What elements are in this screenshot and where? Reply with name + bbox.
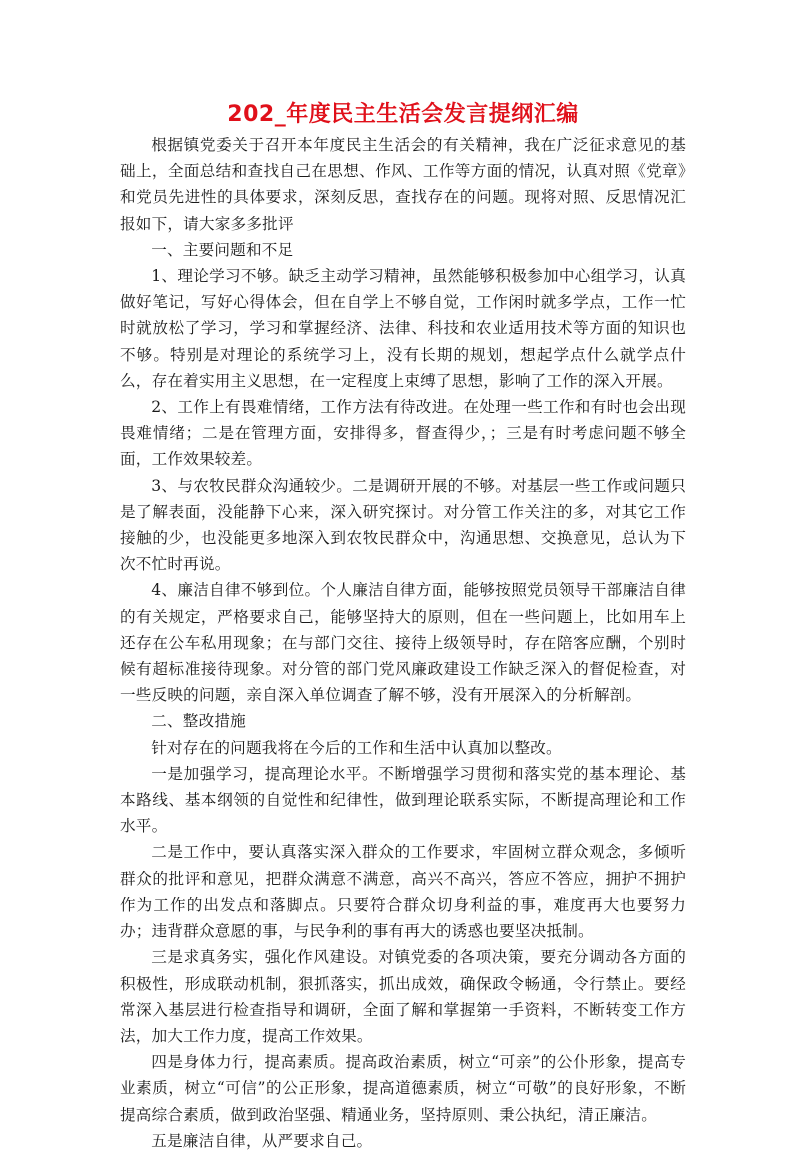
document-title: 202_年度民主生活会发言提纲汇编 bbox=[227, 102, 579, 127]
measure-5-paragraph: 五是廉洁自律，从严要求自己。 bbox=[151, 1131, 373, 1150]
problem-4-paragraph: 4、廉洁自律不够到位。个人廉洁自律方面，能够按照党员领导干部廉洁自律的有关规定，严格要求自己，能够坚持大的原则，但在一些问题上，比如用车上还存在公车私用现象；在与部门交往、接待上级领导时，存在陪客应酬，个别时候有超标准接待现象。对分管的部门党风廉政建设工作缺乏深入的督促检查，对一些反映的问题，亲自深入单位调查了解不够，没有开展深入的分析解剖。 bbox=[120, 581, 686, 705]
measures-intro-paragraph: 针对存在的问题我将在今后的工作和生活中认真加以整改。 bbox=[151, 738, 562, 757]
measure-3-paragraph: 三是求真务实，强化作风建设。对镇党委的各项决策，要充分调动各方面的积极性，形成联动机制，狠抓落实，抓出成效，确保政令畅通，令行禁止。要经常深入基层进行检查指导和调研，全面了解和掌握第一手资料，不断转变工作方法，加大工作力度，提高工作效果。 bbox=[120, 948, 686, 1045]
problem-3-paragraph: 3、与农牧民群众沟通较少。二是调研开展的不够。对基层一些工作或问题只是了解表面，没能静下心来，深入研究探讨。对分管工作关注的多，对其它工作接触的少，也没能更多地深入到农牧民群众中，沟通思想、交换意见，总认为下次不忙时再说。 bbox=[120, 476, 686, 574]
measure-4-paragraph: 四是身体力行，提高素质。提高政治素质，树立“可亲”的公仆形象，提高专业素质，树立“可信”的公正形象，提高道德素质，树立“可敬”的良好形象，不断提高综合素质，做到政治坚强、精通业务，坚持原则、秉公执纪，清正廉洁。 bbox=[120, 1053, 686, 1124]
document-page bbox=[120, 100, 686, 1154]
problem-1-paragraph: 1、理论学习不够。缺乏主动学习精神，虽然能够积极参加中心组学习，认真做好笔记，写好心得体会，但在自学上不够自觉，工作闲时就多学点，工作一忙时就放松了学习，学习和掌握经济、法律、科技和农业适用技术等方面的知识也不够。特别是对理论的系统学习上，没有长期的规划，想起学点什么就学点什么，存在着实用主义思想，在一定程度上束缚了思想，影响了工作的深入开展。 bbox=[120, 267, 686, 390]
problem-2-paragraph: 2、工作上有畏难情绪，工作方法有待改进。在处理一些工作和有时也会出现畏难情绪；二是在管理方面，安排得多，督查得少，；三是有时考虑问题不够全面，工作效果较差。 bbox=[120, 398, 686, 469]
section-heading-problems: 一、主要问题和不足 bbox=[151, 240, 294, 259]
measure-1-paragraph: 一是加强学习，提高理论水平。不断增强学习贯彻和落实党的基本理论、基本路线、基本纲领的自觉性和纪律性，做到理论联系实际，不断提高理论和工作水平。 bbox=[120, 764, 686, 836]
section-heading-measures: 二、整改措施 bbox=[151, 712, 246, 731]
measure-2-paragraph: 二是工作中，要认真落实深入群众的工作要求，牢固树立群众观念，多倾听群众的批评和意见，把群众满意不满意，高兴不高兴，答应不答应，拥护不拥护作为工作的出发点和落脚点。只要符合群众切身利益的事，难度再大也要努力办；违背群众意愿的事，与民争利的事有再大的诱惑也要坚决抵制。 bbox=[120, 843, 686, 941]
intro-paragraph: 根据镇党委关于召开本年度民主生活会的有关精神，我在广泛征求意见的基础上，全面总结和查找自己在思想、作风、工作等方面的情况，认真对照《党章》和党员先进性的具体要求，深刻反思，查找存在的问题。现将对照、反思情况汇报如下，请大家多多批评 bbox=[120, 136, 686, 233]
